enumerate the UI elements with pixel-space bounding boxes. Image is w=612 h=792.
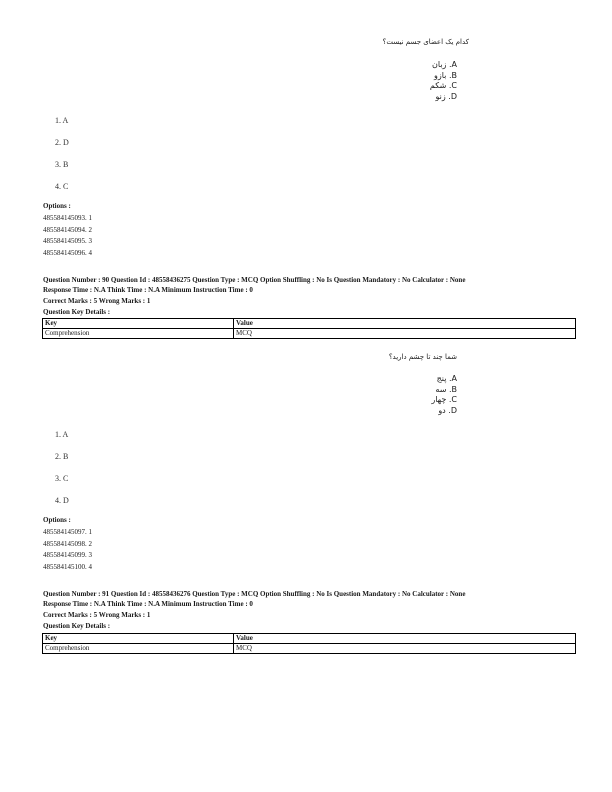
option-id: 485584145100. 4 [43, 562, 92, 571]
table-row [43, 644, 576, 654]
table-cell-key: Comprehension [43, 644, 234, 654]
question-meta [43, 276, 583, 295]
table-header-key: Key [43, 319, 234, 329]
table-header-value: Value [234, 634, 576, 644]
marks-line: Correct Marks : 5 Wrong Marks : 1 [43, 297, 151, 305]
option-c: C. شکم [429, 81, 457, 90]
options-label: Options : [43, 202, 71, 210]
answer-choice: 2. D [55, 138, 69, 147]
option-id-list [43, 527, 92, 573]
option-id: 485584145093. 1 [43, 214, 92, 222]
key-details-label: Question Key Details : [43, 622, 111, 630]
table-header-row [43, 319, 576, 329]
answer-choice: 2. B [55, 452, 69, 461]
option-id: 485584145098. 2 [43, 539, 92, 548]
table-cell-value: MCQ [234, 644, 576, 654]
answer-choice: 1. A [55, 430, 69, 439]
key-details-table [42, 318, 576, 339]
option-c: C. چهار [431, 395, 457, 404]
question-text: شما چند تا چشم دارید؟ [388, 353, 457, 361]
option-b: B. سه [435, 384, 457, 394]
answer-choice: 4. C [55, 182, 69, 191]
option-id: 485584145099. 3 [43, 551, 92, 559]
question-meta [43, 590, 583, 609]
option-id: 485584145096. 4 [43, 248, 92, 257]
option-list [431, 374, 457, 416]
option-d: D. زنو [435, 91, 457, 101]
question-meta-line2: Response Time : N.A Think Time : N.A Minimum Instruction Time : 0 [43, 599, 253, 608]
option-b: B. بازو [434, 70, 457, 80]
table-header-row [43, 634, 576, 644]
question-meta-line2: Response Time : N.A Think Time : N.A Minimum Instruction Time : 0 [43, 285, 253, 294]
option-d: D. دو [438, 405, 457, 415]
answer-choice: 4. D [55, 496, 69, 505]
table-header-value: Value [234, 319, 576, 329]
options-label: Options : [43, 516, 71, 524]
option-a: A. پنج [436, 374, 457, 383]
answer-choice: 3. B [55, 160, 69, 169]
marks-line: Correct Marks : 5 Wrong Marks : 1 [43, 611, 151, 619]
option-list [430, 60, 457, 102]
table-cell-value: MCQ [234, 329, 576, 339]
question-meta-line1: Question Number : 91 Question Id : 48558436276 Question Type : MCQ Option Shuffling : No Is Question Mandatory : No Calculator : None [43, 590, 466, 598]
table-row [43, 329, 576, 339]
option-id: 485584145097. 1 [43, 528, 92, 536]
answer-choice: 1. A [55, 116, 69, 125]
option-a: A. زبان [432, 60, 457, 69]
question-text: کدام یک اعضای جسم نیست؟ [382, 38, 469, 46]
key-details-label: Question Key Details : [43, 308, 111, 316]
question-meta-line1: Question Number : 90 Question Id : 48558436275 Question Type : MCQ Option Shuffling : No Is Question Mandatory : No Calculator : None [43, 276, 466, 284]
key-details-table [42, 633, 576, 654]
answer-choice: 3. C [55, 474, 69, 483]
option-id: 485584145095. 3 [43, 237, 92, 245]
option-id: 485584145094. 2 [43, 225, 92, 234]
table-cell-key: Comprehension [43, 329, 234, 339]
option-id-list [43, 213, 92, 259]
table-header-key: Key [43, 634, 234, 644]
